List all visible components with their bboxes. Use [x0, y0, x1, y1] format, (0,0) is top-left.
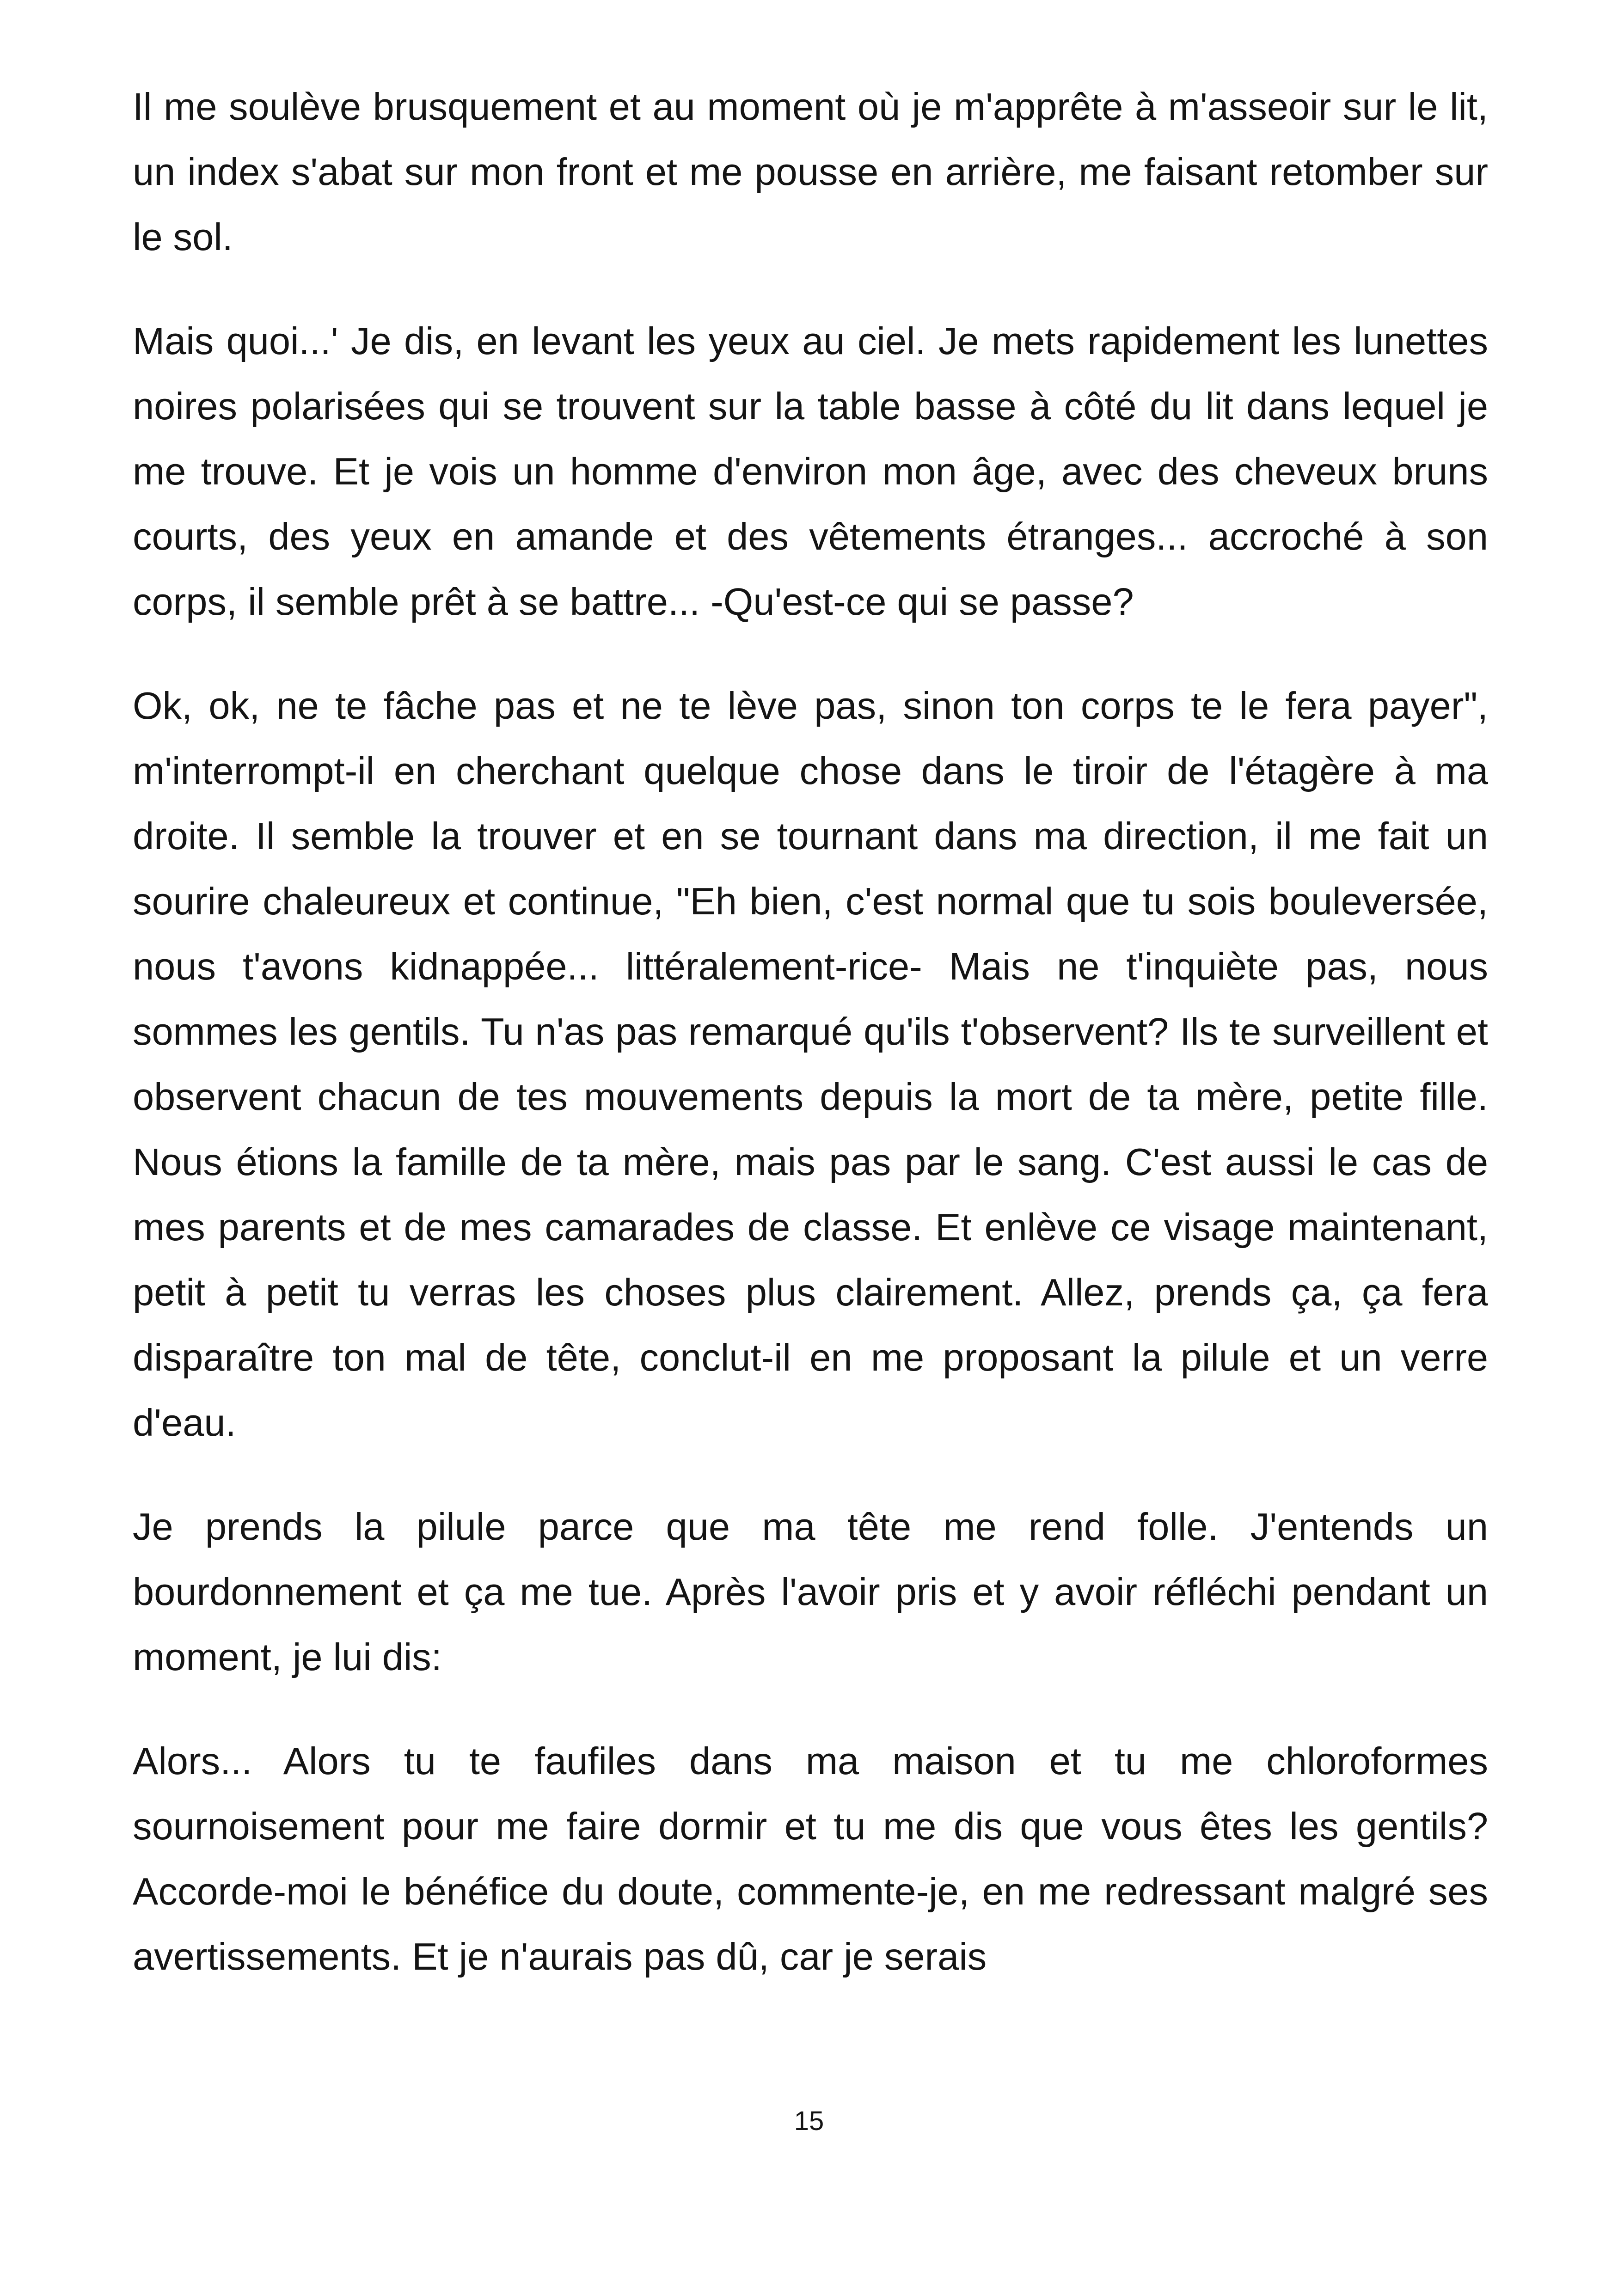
- paragraph-4: Je prends la pilule parce que ma tête me rend folle. J'entends un bourdonnement et ça me tue. Après l'avoir pris et y avoir réfléchi pendant un moment, je lui dis:: [133, 1505, 1488, 1678]
- page-number: 15: [794, 2106, 824, 2136]
- paragraph-1: Il me soulève brusquement et au moment où je m'apprête à m'asseoir sur le lit, un index s'abat sur mon front et me pousse en arrière, me faisant retomber sur le sol.: [133, 85, 1488, 258]
- paragraph-2: Mais quoi...' Je dis, en levant les yeux au ciel. Je mets rapidement les lunettes noires polarisées qui se trouvent sur la table basse à côté du lit dans lequel je me trouve. Et je vois un homme d'environ mon âge, avec des cheveux bruns courts, des yeux en amande et des vêtements étranges... accroché à son corps, il semble prêt à se battre... -Qu'est-ce qui se passe?: [133, 319, 1488, 623]
- paragraph-5: Alors... Alors tu te faufiles dans ma maison et tu me chloroformes sournoisement pour me faire dormir et tu me dis que vous êtes les gentils? Accorde-moi le bénéfice du doute, commente-je, en me redressant malgré ses avertissements. Et je n'aurais pas dû, car je serais: [133, 1739, 1488, 1978]
- body-text: [133, 74, 1488, 1989]
- paragraph-3: Ok, ok, ne te fâche pas et ne te lève pas, sinon ton corps te le fera payer", m'interrompt-il en cherchant quelque chose dans le tiroir de l'étagère à ma droite. Il semble la trouver et en se tournant dans ma direction, il me fait un sourire chaleureux et continue, "Eh bien, c'est normal que tu sois bouleversée, nous t'avons kidnappée... littéralement-rice- Mais ne t'inquiète pas, nous sommes les gentils. Tu n'as pas remarqué qu'ils t'observent? Ils te surveillent et observent chacun de tes mouvements depuis la mort de ta mère, petite fille. Nous étions la famille de ta mère, mais pas par le sang. C'est aussi le cas de mes parents et de mes camarades de classe. Et enlève ce visage maintenant, petit à petit tu verras les choses plus clairement. Allez, prends ça, ça fera disparaître ton mal de tête, conclut-il en me proposant la pilule et un verre d'eau.: [133, 684, 1488, 1444]
